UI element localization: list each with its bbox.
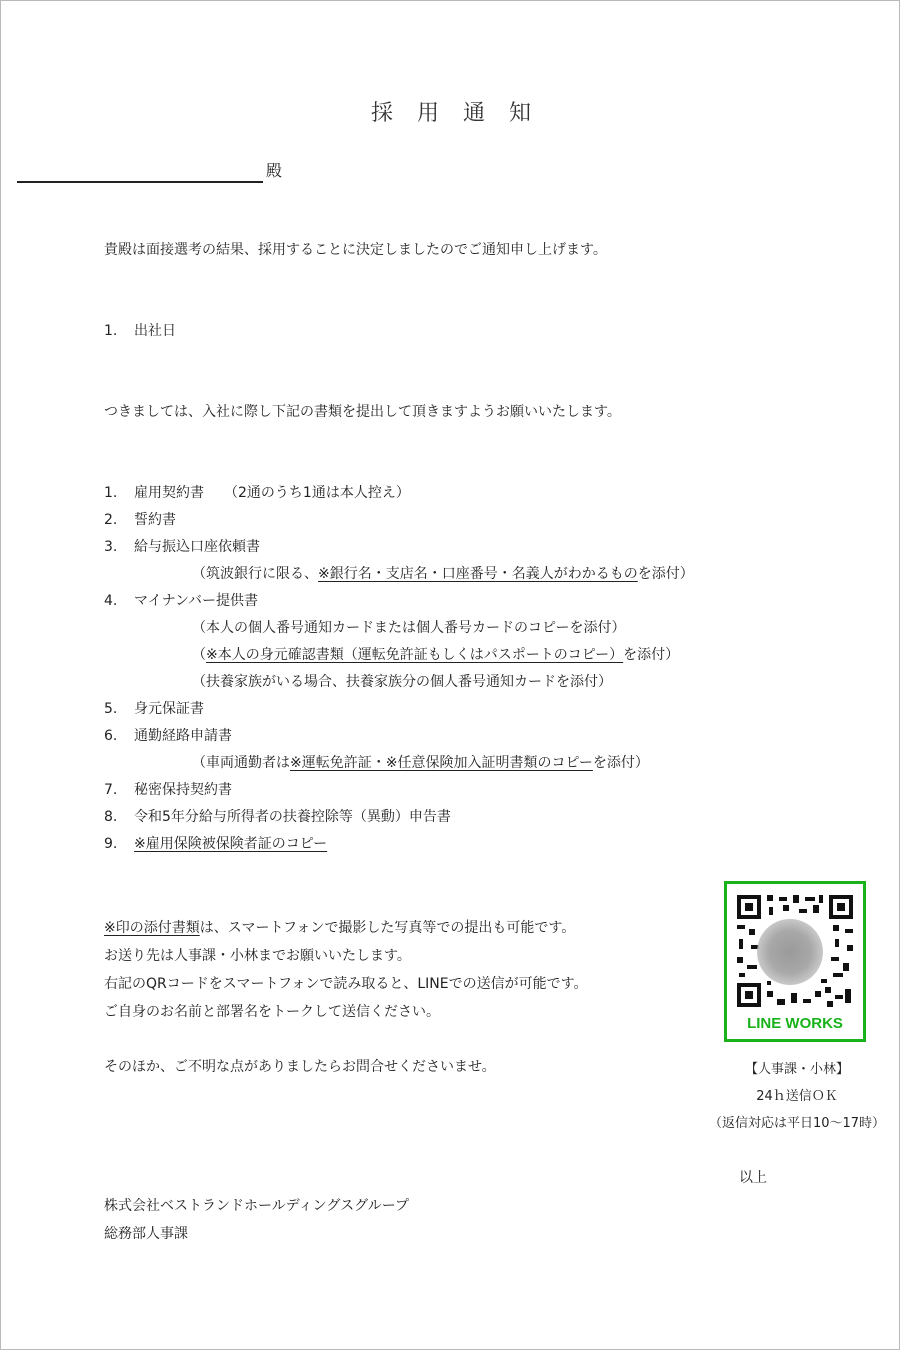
- document-4-note-b: [192, 645, 679, 665]
- document-item-9: [104, 834, 327, 854]
- document-item-4: [104, 591, 258, 611]
- document-label: 通勤経路申請書: [134, 728, 232, 744]
- qr-caption-reply-hours: （返信対応は平日10～17時）: [708, 1116, 886, 1131]
- qr-blur-overlay: [757, 919, 823, 985]
- document-label: 令和5年分給与所得者の扶養控除等（異動）申告書: [134, 809, 451, 825]
- start-date-label: 出社日: [134, 323, 176, 339]
- end-mark: 以上: [739, 1170, 767, 1186]
- document-3-note: [192, 564, 694, 584]
- document-item-7: [104, 780, 232, 800]
- note-text: （筑波銀行に限る、: [192, 566, 318, 582]
- line-works-logo: LINE WORKS: [747, 1015, 843, 1032]
- document-item-5: [104, 699, 204, 719]
- document-note: （2通のうち1通は本人控え）: [224, 485, 410, 501]
- note-underlined-text: ※運転免許証・※任意保険加入証明書類のコピー: [290, 755, 593, 771]
- contact-note: そのほか、ご不明な点がありましたらお問合せくださいませ。: [104, 1059, 496, 1075]
- document-label: ※雇用保険被保険者証のコピー: [134, 836, 328, 852]
- request-text: つきましては、入社に際し下記の書類を提出して頂きますようお願いいたします。: [104, 404, 621, 420]
- department-name: 総務部人事課: [104, 1226, 188, 1242]
- document-item-2: [104, 510, 176, 530]
- document-item-3: [104, 537, 260, 557]
- addressee-blank-line: [17, 181, 263, 183]
- document-label: 秘密保持契約書: [134, 782, 232, 798]
- document-4-note-c: （扶養家族がいる場合、扶養家族分の個人番号通知カードを添付）: [192, 674, 612, 690]
- document-label: マイナンバー提供書: [134, 593, 259, 609]
- qr-caption-availability: 24ｈ送信ＯＫ: [756, 1089, 838, 1104]
- document-num: 8.: [104, 809, 118, 825]
- document-num: 9.: [104, 836, 118, 852]
- document-item-1: [104, 483, 410, 503]
- qr-caption-dept: 【人事課・小林】: [744, 1062, 849, 1077]
- document-item-6: [104, 726, 232, 746]
- document-4-note-a: （本人の個人番号通知カードまたは個人番号カードのコピーを添付）: [192, 620, 626, 636]
- note-underlined-text: ※本人の身元確認書類（運転免許証もしくはパスポートのコピー）: [206, 647, 624, 663]
- document-num: 1.: [104, 485, 118, 501]
- note-text: を添付）: [623, 647, 680, 663]
- submission-note-3: 右記のQRコードをスマートフォンで読み取ると、LINEでの送信が可能です。: [104, 976, 588, 992]
- note-text: を添付）: [637, 566, 694, 582]
- document-num: 2.: [104, 512, 118, 528]
- document-num: 5.: [104, 701, 118, 717]
- note-text: を添付）: [592, 755, 649, 771]
- document-label: 身元保証書: [134, 701, 204, 717]
- document-num: 7.: [104, 782, 118, 798]
- submission-note-4: ご自身のお名前と部署名をトークして送信ください。: [104, 1004, 440, 1020]
- note-text: （車両通勤者は: [192, 755, 290, 771]
- intro-text: 貴殿は面接選考の結果、採用することに決定しましたのでご通知申し上げます。: [104, 242, 607, 258]
- document-label: 誓約書: [134, 512, 176, 528]
- document-label: 給与振込口座依頼書: [134, 539, 260, 555]
- note-text: （: [192, 647, 206, 663]
- start-date-num: 1.: [104, 323, 118, 339]
- addressee-suffix: 殿: [266, 161, 283, 180]
- document-num: 4.: [104, 593, 118, 609]
- document-num: 3.: [104, 539, 118, 555]
- submission-note-2: お送り先は人事課・小林までお願いいたします。: [104, 948, 411, 964]
- page-title: 採用通知: [370, 101, 555, 126]
- company-name: 株式会社ベストランドホールディングスグループ: [104, 1198, 410, 1214]
- start-date-item: [104, 321, 176, 341]
- submission-note-1: [104, 918, 575, 938]
- note-text: は、スマートフォンで撮影した写真等での提出も可能です。: [199, 920, 576, 936]
- note-underlined-text: ※印の添付書類: [104, 920, 200, 936]
- document-6-note: [192, 753, 649, 773]
- line-works-qr-code: [724, 881, 866, 1042]
- note-underlined-text: ※銀行名・支店名・口座番号・名義人がわかるもの: [318, 566, 638, 582]
- document-label: 雇用契約書: [134, 485, 204, 501]
- document-item-8: [104, 807, 451, 827]
- document-num: 6.: [104, 728, 118, 744]
